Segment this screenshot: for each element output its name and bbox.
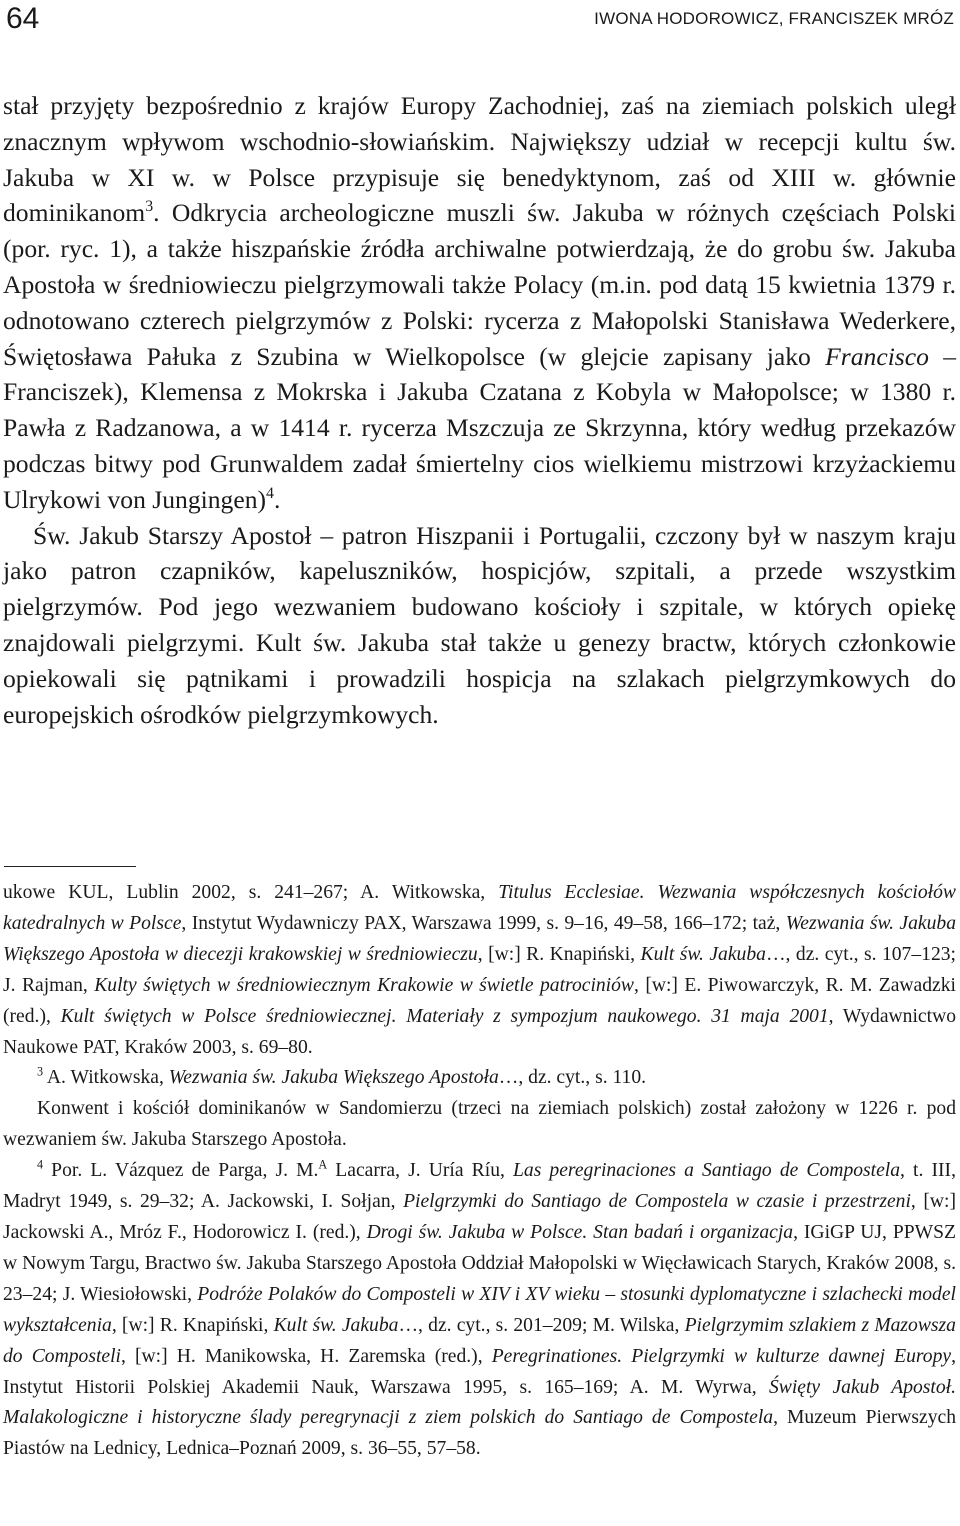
italic-run: Wezwania św. Jakuba Większego Apostoła w diecezji krakowskiej w średniowieczu: [3, 912, 956, 965]
footnote-separator: [4, 866, 136, 867]
text-run: . Odkrycia archeologiczne muszli św. Jakuba w różnych częściach Polski (por. ryc. 1), a także hiszpańskie źródła archiwalne potwierdzają, że do grobu św. Jakuba Apostoła w średniowieczu pielgrzymowali także Polacy (m.in. pod datą 15 kwietnia 1379 r. odnotowano czterech pielgrzymów z Polski: rycerza z Małopolski Stanisława Wederkere, Świętosława Pałuka z Szubina w Wielkopolsce (w glejcie zapisany jako: [3, 198, 956, 371]
paragraph-2: Św. Jakub Starszy Apostoł – patron Hiszpanii i Portugalii, czczony był w naszym kraju jako patron czapników, kapeluszników, hospicjów, szpitali, a przede wszystkim pielgrzymów. Pod jego wezwaniem budowano kościoły i szpitale, w których opiekę znajdowali pielgrzymi. Kult św. Jakuba stał także u genezy bractw, których członkowie opiekowali się pątnikami i prowadzili hospicja na szlakach pielgrzymkowych do europejskich ośrodków pielgrzymkowych.: [3, 520, 956, 729]
text-run: …, dz. cyt., s. 110.: [498, 1067, 647, 1089]
italic-run: Święty Jakub Apostoł. Malakologiczne i historyczne ślady peregrynacji z ziem polskich do Santiago de Compostela: [3, 1376, 956, 1429]
text-run: Lacarra, J. Uría Ríu,: [327, 1160, 513, 1182]
footnote-number: 3: [37, 1064, 44, 1079]
italic-run: Kult św. Jakuba: [640, 943, 766, 965]
italic-run: Drogi św. Jakuba w Polsce. Stan badań i organizacja: [366, 1221, 794, 1243]
italic-run: Pielgrzymim szlakiem z Mazowsza do Composteli: [3, 1314, 956, 1367]
text-run: .: [273, 484, 281, 514]
text-run: …, dz. cyt., s. 201–209; M. Wilska,: [398, 1314, 685, 1336]
italic-run: Pielgrzymki do Santiago de Compostela w czasie i przestrzeni: [403, 1191, 911, 1213]
italic-run: Kult świętych w Polsce średniowiecznej. Materiały z sympozjum naukowego. 31 maja 2001: [60, 1005, 829, 1027]
page-number: 64: [6, 2, 40, 35]
text-run: , [w:] E. Piwowarczyk, R. M. Zawadzki (red.),: [3, 974, 956, 1027]
page-header: [0, 0, 960, 40]
text-run: , Muzeum Pierwszych Piastów na Lednicy, Lednica–Poznań 2009, s. 36–55, 57–58.: [3, 1407, 956, 1460]
text-run: , [w:] Jackowski A., Mróz F., Hodorowicz I. (red.),: [3, 1191, 957, 1243]
italic-run: Francisco: [825, 341, 929, 371]
text-run: , Instytut Historii Polskiej Akademii Nauk, Warszawa 1995, s. 165–169; A. M. Wyrwa,: [3, 1345, 956, 1398]
footnote-ref-4: 4: [266, 484, 274, 502]
text-run: , Instytut Wydawniczy PAX, Warszawa 1999, s. 9–16, 49–58, 166–172; taż,: [181, 912, 786, 934]
text-run: A. Witkowska,: [43, 1067, 169, 1089]
italic-run: Las peregrinaciones a Santiago de Compostela: [513, 1160, 901, 1182]
footnote-ref-3: 3: [145, 198, 154, 216]
text-run: , t. III, Madryt 1949, s. 29–32; A. Jackowski, I. Sołjan,: [3, 1160, 956, 1213]
text-run: stał przyjęty bezpośrednio z krajów Europy Zachodniej, zaś na ziemiach polskich uległ znacznym wpływom wschodnio-słowiańskim. Największy udział w recepcji kultu św. Jakuba w XI w. w Polsce przypisuje się benedyktynom, zaś od XIII w. głównie dominikanom: [3, 91, 956, 228]
italic-run: Peregrinationes. Pielgrzymki w kulturze dawnej Europy: [491, 1345, 952, 1367]
text-run: , [w:] H. Manikowska, H. Zaremska (red.),: [120, 1345, 492, 1367]
text-run: …, dz. cyt., s. 107–123; J. Rajman,: [3, 943, 956, 996]
text-run: , IGiGP UJ, PPWSZ w Nowym Targu, Bractwo św. Jakuba Starszego Apostoła Oddział Małopolski w Więcławicach Starych, Kraków 2008, s. 23–24; J. Wiesiołowski,: [3, 1221, 957, 1305]
superscript-mark: A: [318, 1157, 328, 1172]
text-run: , Wydawnictwo Naukowe PAT, Kraków 2003, s. 69–80.: [3, 1005, 957, 1058]
italic-run: Kult św. Jakuba: [273, 1314, 399, 1336]
text-run: Por. L. Vázquez de Parga, J. M.: [43, 1160, 319, 1182]
italic-run: Kulty świętych w średniowiecznym Krakowie w świetle patrociniów: [94, 974, 634, 996]
running-head: IWONA HODOROWICZ, FRANCISZEK MRÓZ: [594, 9, 954, 28]
text-run: , [w:] R. Knapiński,: [477, 943, 641, 965]
footnote-4: [3, 1156, 956, 1465]
italic-run: Wezwania św. Jakuba Większego Apostoła: [168, 1067, 499, 1089]
footnote-3: [3, 1063, 956, 1094]
paragraph-1: [3, 88, 956, 518]
text-run: – Franciszek), Klemensa z Mokrska i Jakuba Czatana z Kobyla w Małopolsce; w 1380 r. Pawła z Radzanowa, a w 1414 r. rycerza Mszczuja ze Skrzynna, który według przekazów podczas bitwy pod Grunwaldem zadał śmiertelny cios wielkiemu mistrzowi krzyżackiemu Ulrykowi von Jungingen): [3, 341, 956, 514]
text-run: , [w:] R. Knapiński,: [111, 1314, 274, 1336]
footnote-number: 4: [37, 1157, 44, 1172]
footnote-3-note: Konwent i kościół dominikanów w Sandomierzu (trzeci na ziemiach polskich) został założony w 1226 r. pod wezwaniem św. Jakuba Starszego Apostoła.: [3, 1098, 956, 1151]
italic-run: Podróże Polaków do Composteli w XIV i XV wieku – stosunki dyplomatyczne i szlachecki model wykształcenia: [3, 1283, 956, 1336]
footnote-continuation: [3, 878, 956, 1063]
text-run: ukowe KUL, Lublin 2002, s. 241–267; A. Witkowska,: [3, 882, 499, 903]
main-text: [3, 88, 956, 732]
italic-run: Titulus Ecclesiae. Wezwania współczesnych kościołów katedralnych w Polsce: [3, 882, 956, 934]
footnotes: [3, 878, 956, 1465]
